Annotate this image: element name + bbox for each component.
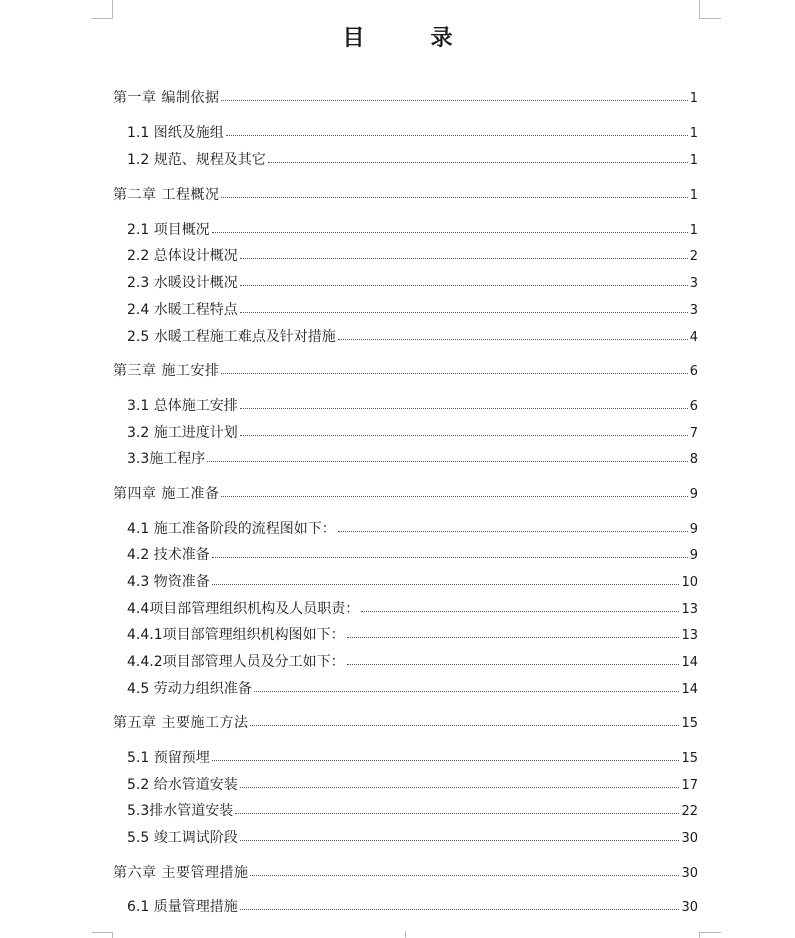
toc-dot-leader [338,517,688,532]
toc-entry-label: 3.2 施工进度计划 [127,425,238,441]
toc-page-number: 13 [681,628,698,643]
toc-entry-label: 2.1 项目概况 [127,222,210,238]
toc-dot-leader [347,650,680,665]
toc-entry-label: 4.4.2项目部管理人员及分工如下： [127,654,345,670]
crop-mark-bottom-center [405,931,406,938]
toc-entry-label: 5.2 给水管道安装 [127,777,238,793]
toc-dot-leader [338,325,688,340]
toc-dot-leader [226,121,688,136]
crop-mark-bottom-left-horizontal [92,932,113,933]
toc-dot-leader [235,799,679,814]
toc-dot-leader [212,570,680,585]
toc-section-entry[interactable] [127,422,698,442]
toc-chapter-entry[interactable] [113,862,698,882]
toc-entry-label: 4.4.1项目部管理组织机构图如下： [127,627,345,643]
toc-dot-leader [240,394,688,409]
toc-entry-label: 3.3施工程序 [127,451,206,467]
toc-page-number: 3 [689,276,698,291]
toc-section-entry[interactable] [127,747,698,767]
toc-section-entry[interactable] [127,149,698,169]
toc-page-number: 15 [681,716,698,731]
toc-section-entry[interactable] [127,678,698,698]
toc-dot-leader [347,623,680,638]
toc-page-number: 22 [681,804,698,819]
toc-dot-leader [221,482,687,497]
toc-dot-leader [221,86,687,101]
toc-dot-leader [221,359,687,374]
toc-page-number: 14 [681,682,698,697]
toc-entry-label: 5.5 竣工调试阶段 [127,830,238,846]
toc-page-number: 10 [681,575,698,590]
toc-entry-label: 4.5 劳动力组织准备 [127,681,252,697]
toc-section-entry[interactable] [127,395,698,415]
toc-section-entry[interactable] [127,800,698,820]
toc-section-entry[interactable] [127,598,698,618]
toc-dot-leader [240,271,688,286]
toc-dot-leader [250,861,679,876]
toc-dot-leader [240,244,688,259]
toc-page-number: 9 [689,522,698,537]
toc-entry-label: 第一章 编制依据 [113,90,220,106]
toc-chapter-entry[interactable] [113,87,698,107]
toc-entry-label: 2.3 水暖设计概况 [127,275,238,291]
toc-entry-label: 第六章 主要管理措施 [113,865,249,881]
toc-section-entry[interactable] [127,272,698,292]
toc-page-number: 1 [689,91,698,106]
toc-entry-label: 1.1 图纸及施组 [127,125,224,141]
toc-page-number: 2 [689,249,698,264]
toc-entry-label: 2.5 水暖工程施工难点及针对措施 [127,329,336,345]
toc-page-number: 17 [681,778,698,793]
toc-entry-label: 4.1 施工准备阶段的流程图如下： [127,521,336,537]
toc-page-number: 8 [689,452,698,467]
toc-page-number: 6 [689,364,698,379]
toc-section-entry[interactable] [127,219,698,239]
toc-page-number: 6 [689,399,698,414]
toc-dot-leader [240,421,688,436]
toc-entry-label: 2.4 水暖工程特点 [127,302,238,318]
toc-dot-leader [212,746,680,761]
toc-section-entry[interactable] [127,544,698,564]
toc-section-entry[interactable] [127,774,698,794]
toc-section-entry[interactable] [127,651,698,671]
toc-entry-label: 6.1 质量管理措施 [127,899,238,915]
toc-entry-label: 第五章 主要施工方法 [113,715,249,731]
toc-page-number: 9 [689,487,698,502]
toc-dot-leader [207,447,687,462]
toc-chapter-entry[interactable] [113,712,698,732]
crop-mark-bottom-right-horizontal [699,932,721,933]
toc-dot-leader [212,218,688,233]
toc-entry-label: 第二章 工程概况 [113,187,220,203]
toc-section-entry[interactable] [127,299,698,319]
toc-dot-leader [221,183,687,198]
crop-mark-bottom-right-vertical [699,932,700,938]
toc-page-number: 3 [689,303,698,318]
toc-section-entry[interactable] [127,827,698,847]
toc-dot-leader [212,543,688,558]
toc-section-entry[interactable] [127,245,698,265]
toc-entry-label: 1.2 规范、规程及其它 [127,152,266,168]
toc-page-number: 30 [681,866,698,881]
toc-entry-label: 5.1 预留预埋 [127,750,210,766]
toc-page-number: 30 [681,900,698,915]
toc-section-entry[interactable] [127,448,698,468]
toc-page-number: 7 [689,426,698,441]
toc-dot-leader [240,773,680,788]
toc-page-number: 1 [689,126,698,141]
toc-dot-leader [250,711,679,726]
toc-dot-leader [268,148,688,163]
toc-page-number: 1 [689,188,698,203]
toc-section-entry[interactable] [127,122,698,142]
toc-page-number: 14 [681,655,698,670]
crop-mark-top-left-vertical [112,0,113,18]
toc-entry-label: 4.2 技术准备 [127,547,210,563]
toc-entry-label: 第三章 施工安排 [113,363,220,379]
toc-entry-label: 3.1 总体施工安排 [127,398,238,414]
toc-section-entry[interactable] [127,624,698,644]
toc-dot-leader [240,826,680,841]
crop-mark-top-right-vertical [699,0,700,18]
crop-mark-bottom-left-vertical [112,932,113,938]
page-title: 目 录 [342,26,475,51]
toc-chapter-entry[interactable] [113,360,698,380]
toc-entry-label: 2.2 总体设计概况 [127,248,238,264]
toc-dot-leader [361,597,679,612]
toc-page-number: 1 [689,223,698,238]
toc-page-number: 4 [689,330,698,345]
crop-mark-top-right-horizontal [699,18,721,19]
toc-page-number: 1 [689,153,698,168]
toc-entry-label: 4.3 物资准备 [127,574,210,590]
toc-entry-label: 第四章 施工准备 [113,486,220,502]
toc-section-entry[interactable] [127,326,698,346]
toc-section-entry[interactable] [127,518,698,538]
toc-dot-leader [240,895,680,910]
toc-page-number: 13 [681,602,698,617]
toc-page-number: 30 [681,831,698,846]
toc-dot-leader [240,298,688,313]
toc-chapter-entry[interactable] [113,483,698,503]
toc-entry-label: 4.4项目部管理组织机构及人员职责： [127,601,360,617]
toc-section-entry[interactable] [127,896,698,916]
toc-page-number: 15 [681,751,698,766]
crop-mark-top-left-horizontal [92,18,113,19]
toc-entry-label: 5.3排水管道安装 [127,803,234,819]
toc-chapter-entry[interactable] [113,184,698,204]
toc-dot-leader [254,677,680,692]
toc-section-entry[interactable] [127,571,698,591]
toc-page-number: 9 [689,548,698,563]
